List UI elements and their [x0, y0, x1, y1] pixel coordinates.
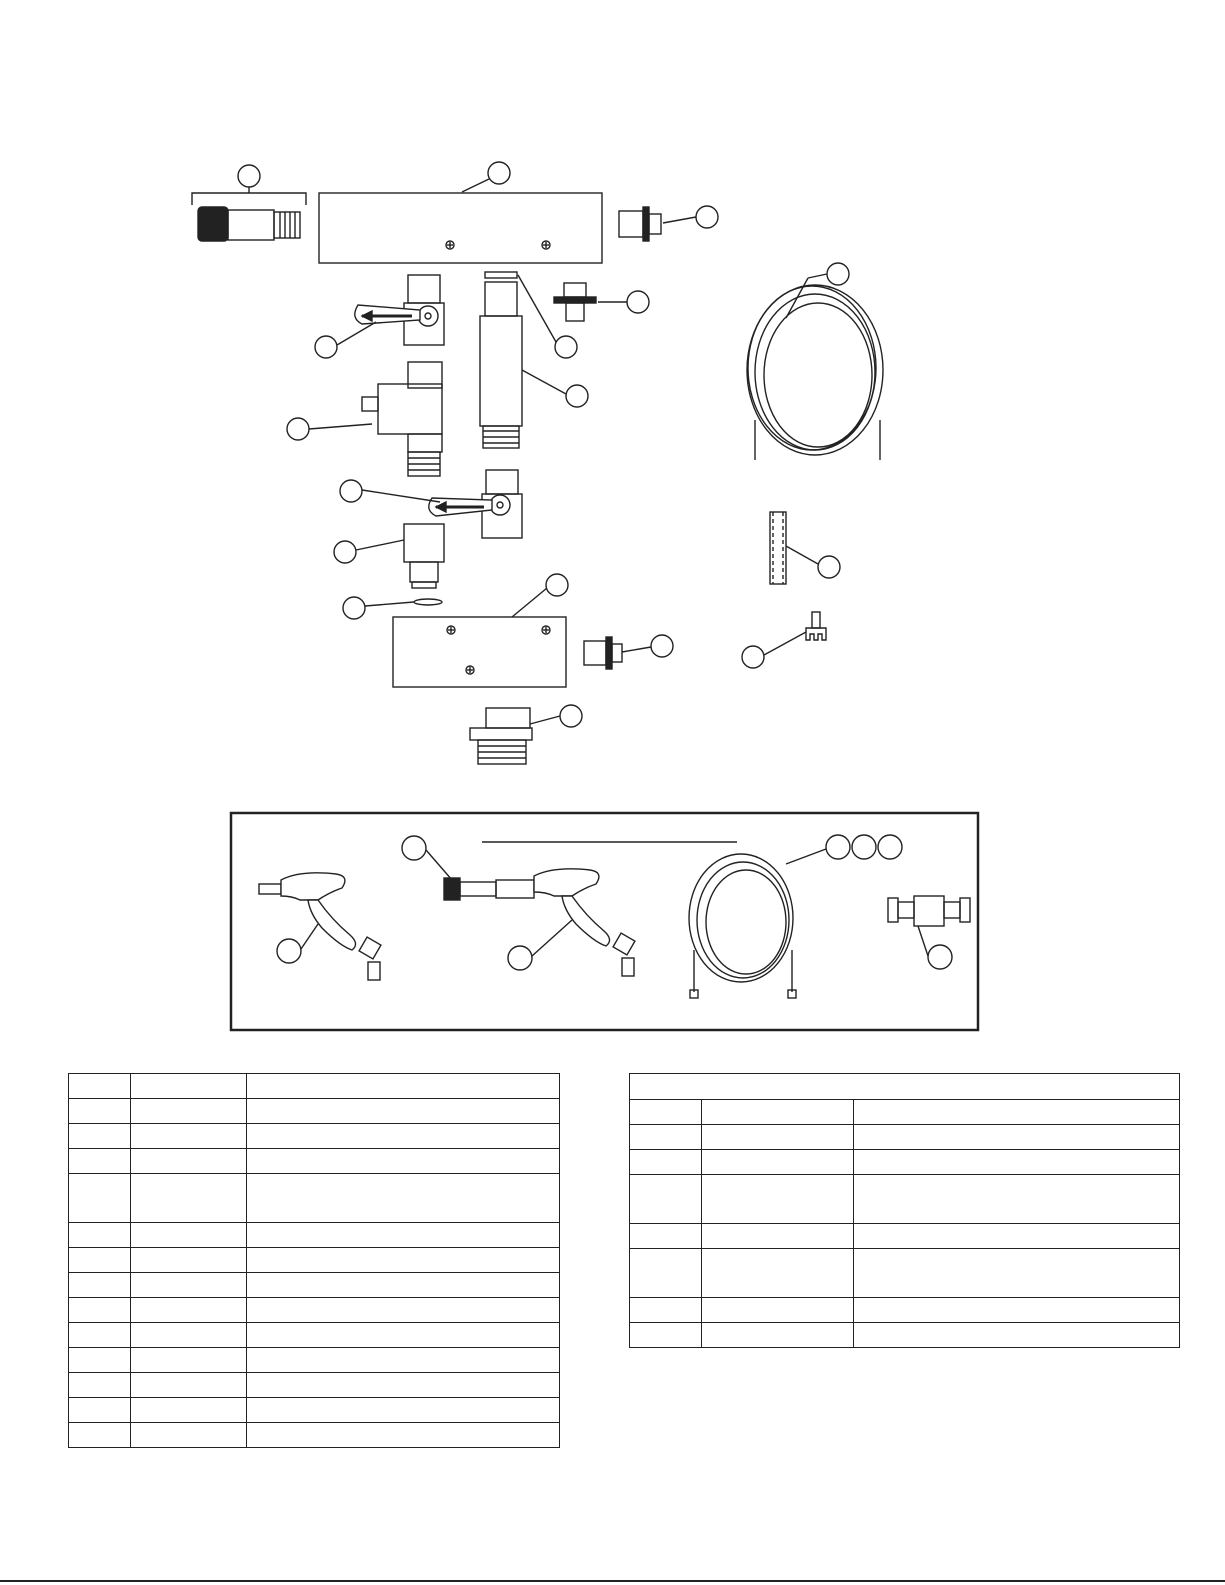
- table-cell: [247, 1149, 560, 1174]
- table-cell: [69, 1099, 131, 1124]
- table-row: [69, 1124, 560, 1149]
- table-cell: [69, 1223, 131, 1248]
- table-cell: [131, 1298, 247, 1323]
- table-row: [630, 1249, 1180, 1298]
- table-row: [69, 1248, 560, 1273]
- table-cell: [131, 1074, 247, 1099]
- table-row: [69, 1298, 560, 1323]
- table-row: [630, 1150, 1180, 1175]
- table-cell: [247, 1323, 560, 1348]
- table-cell: [247, 1348, 560, 1373]
- lower-manifold: [393, 617, 566, 687]
- table-cell: [702, 1150, 854, 1175]
- table-cell: [131, 1099, 247, 1124]
- strainer-part: [192, 193, 306, 241]
- table-cell: [630, 1298, 702, 1323]
- table-cell: [247, 1099, 560, 1124]
- table-cell: [630, 1125, 702, 1150]
- table-row: [69, 1423, 560, 1448]
- table-cell: [247, 1174, 560, 1223]
- kit-table-body: [630, 1074, 1180, 1348]
- solenoid-valve: [362, 362, 442, 476]
- table-cell: [69, 1273, 131, 1298]
- kit-table-header-row: [630, 1074, 1180, 1100]
- table-row: [630, 1100, 1180, 1125]
- table-row: [69, 1398, 560, 1423]
- table-row: [69, 1323, 560, 1348]
- table-cell: [69, 1348, 131, 1373]
- table-cell: [630, 1323, 702, 1348]
- short-tube: [770, 512, 786, 584]
- table-row: [69, 1273, 560, 1298]
- table-cell: [630, 1150, 702, 1175]
- table-cell: [854, 1125, 1180, 1150]
- hose-coil: [747, 285, 883, 460]
- table-row: [69, 1149, 560, 1174]
- hose-assembly: [689, 854, 796, 998]
- bottom-nipple: [470, 708, 532, 764]
- spray-gun-2: [444, 869, 635, 976]
- table-row: [630, 1224, 1180, 1249]
- table-row: [69, 1348, 560, 1373]
- table-cell: [69, 1174, 131, 1223]
- table-cell: [69, 1248, 131, 1273]
- table-row: [630, 1323, 1180, 1348]
- table-cell: [630, 1100, 702, 1125]
- table-row: [69, 1223, 560, 1248]
- union-valve: [888, 896, 970, 926]
- table-cell: [247, 1248, 560, 1273]
- table-row: [69, 1174, 560, 1223]
- table-cell: [630, 1249, 702, 1298]
- table-cell: [131, 1124, 247, 1149]
- table-cell: [247, 1074, 560, 1099]
- table-cell: [69, 1298, 131, 1323]
- table-cell: [854, 1298, 1180, 1323]
- kit-list-table: [629, 1073, 1180, 1348]
- kit-table-header: [630, 1074, 1180, 1100]
- table-cell: [702, 1100, 854, 1125]
- table-cell: [630, 1224, 702, 1249]
- table-cell: [131, 1348, 247, 1373]
- spray-gun-1: [259, 873, 381, 980]
- table-cell: [854, 1100, 1180, 1125]
- table-cell: [69, 1373, 131, 1398]
- o-ring: [414, 599, 442, 605]
- table-cell: [630, 1175, 702, 1224]
- table-cell: [702, 1298, 854, 1323]
- table-cell: [131, 1273, 247, 1298]
- table-cell: [247, 1223, 560, 1248]
- parts-table-body: [69, 1074, 560, 1448]
- pipe-nipple: [480, 272, 522, 448]
- table-cell: [69, 1323, 131, 1348]
- table-row: [69, 1074, 560, 1099]
- table-cell: [702, 1224, 854, 1249]
- table-cell: [131, 1373, 247, 1398]
- table-cell: [854, 1249, 1180, 1298]
- table-cell: [854, 1224, 1180, 1249]
- table-cell: [702, 1249, 854, 1298]
- upper-manifold: [319, 193, 602, 263]
- table-row: [630, 1125, 1180, 1150]
- table-cell: [247, 1298, 560, 1323]
- table-cell: [854, 1323, 1180, 1348]
- parts-list-table: [68, 1073, 560, 1448]
- table-cell: [854, 1150, 1180, 1175]
- upper-ball-valve: [355, 275, 444, 345]
- table-cell: [854, 1175, 1180, 1224]
- table-row: [69, 1373, 560, 1398]
- table-cell: [69, 1124, 131, 1149]
- table-cell: [702, 1323, 854, 1348]
- table-cell: [69, 1149, 131, 1174]
- table-row: [69, 1099, 560, 1124]
- table-cell: [702, 1125, 854, 1150]
- table-row: [630, 1298, 1180, 1323]
- table-cell: [247, 1273, 560, 1298]
- table-cell: [247, 1423, 560, 1448]
- table-cell: [131, 1323, 247, 1348]
- table-cell: [131, 1223, 247, 1248]
- side-fitting-lower: [584, 637, 622, 669]
- table-cell: [702, 1175, 854, 1224]
- footer-rule: [0, 1580, 1225, 1582]
- lower-ball-valve: [429, 470, 522, 538]
- table-row: [630, 1175, 1180, 1224]
- adapter-fitting: [554, 283, 596, 321]
- table-cell: [247, 1398, 560, 1423]
- barb-fitting: [806, 612, 826, 640]
- side-fitting-upper: [619, 207, 661, 241]
- table-cell: [131, 1423, 247, 1448]
- table-cell: [247, 1124, 560, 1149]
- table-cell: [247, 1373, 560, 1398]
- hex-adapter: [404, 524, 444, 588]
- table-cell: [69, 1398, 131, 1423]
- table-cell: [131, 1398, 247, 1423]
- table-cell: [131, 1174, 247, 1223]
- table-cell: [131, 1149, 247, 1174]
- table-cell: [69, 1074, 131, 1099]
- table-cell: [69, 1423, 131, 1448]
- table-cell: [131, 1248, 247, 1273]
